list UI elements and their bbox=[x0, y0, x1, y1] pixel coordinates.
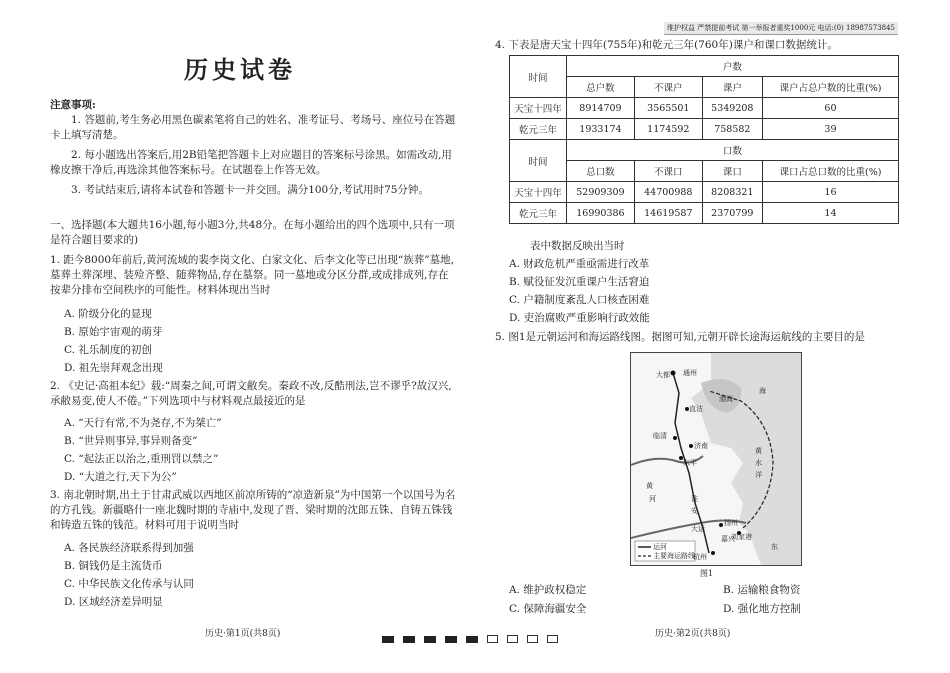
note-item: 3. 考试结束后,请将本试卷和答题卡一并交回。满分100分,考试用时75分钟。 bbox=[71, 184, 429, 196]
map-svg bbox=[631, 353, 801, 565]
city-hangzhou bbox=[711, 551, 715, 555]
map-label: 刘家港 bbox=[731, 533, 752, 541]
notes-heading: 注意事项: bbox=[50, 99, 96, 111]
legend-sea-label: 主要海运路线 bbox=[653, 552, 695, 560]
map-label: 黄 bbox=[646, 482, 653, 490]
q3-option-b[interactable]: B. 铜钱仍是主流货币 bbox=[64, 560, 163, 572]
map-label: 杭州 bbox=[693, 553, 707, 561]
persons-group-header: 口数 bbox=[567, 140, 899, 161]
map-label: 大都 bbox=[656, 371, 670, 379]
section-heading: 一、选择题(本大题共16小题,每小题3分,共48分。在每小题给出的四个选项中,只有一项是符合题目要求的) bbox=[50, 219, 455, 246]
note-item: 2. 每小题选出答案后,用2B铅笔把答题卡上对应题目的答案标号涂黑。如需改动,用橡皮擦干净后,再选涂其他答案标号。在试题卷上作答无效。 bbox=[50, 149, 452, 176]
city-yangzhou bbox=[719, 523, 723, 527]
col-header: 课口占总口数的比重(%) bbox=[762, 161, 898, 182]
q2-option-c[interactable]: C. “起法正以治之,重刑罚以禁之” bbox=[64, 453, 219, 465]
map-label: 临清 bbox=[653, 432, 667, 440]
q5-option-c[interactable]: C. 保障海疆安全 bbox=[509, 603, 587, 615]
figure-caption: 图1 bbox=[700, 569, 714, 578]
city-jinan bbox=[689, 444, 693, 448]
table-row: 天宝十四年 8914709 3565501 5349208 60 bbox=[510, 98, 899, 119]
table-row: 乾元三年 1933174 1174592 758582 39 bbox=[510, 119, 899, 140]
q4-option-a[interactable]: A. 财政危机严重亟需进行改革 bbox=[509, 258, 650, 270]
q5-stem: 5. 图1是元朝运河和海运路线图。据图可知,元朝开辟长途海运航线的主要目的是 bbox=[495, 331, 865, 343]
map-label: 安 bbox=[691, 507, 698, 515]
map-label: 渤海 bbox=[719, 395, 733, 403]
q4-option-b[interactable]: B. 赋役征发沉重课户生活窘迫 bbox=[509, 276, 650, 288]
map-label: 黄 bbox=[755, 447, 762, 455]
q5-option-b[interactable]: B. 运输粮食物资 bbox=[723, 584, 801, 596]
col-header: 课口 bbox=[702, 161, 762, 182]
map-label: 海 bbox=[759, 387, 766, 395]
map-label: 洋 bbox=[755, 471, 762, 479]
map-label: 东 bbox=[771, 543, 778, 551]
city-linqing bbox=[673, 436, 677, 440]
col-header: 不课口 bbox=[634, 161, 702, 182]
q3-option-d[interactable]: D. 区域经济差异明显 bbox=[64, 596, 163, 608]
q4-data-table bbox=[509, 55, 899, 224]
households-group-header: 户数 bbox=[567, 56, 899, 77]
col-header: 不课户 bbox=[634, 77, 702, 98]
q1-option-a[interactable]: A. 阶级分化的显现 bbox=[64, 308, 152, 320]
legend-canal-label: 运河 bbox=[653, 543, 667, 551]
footer-page-2: 历史·第2页(共8页) bbox=[655, 629, 731, 639]
q5-option-a[interactable]: A. 维护政权稳定 bbox=[509, 584, 587, 596]
q1-option-b[interactable]: B. 原始宇宙观的萌芽 bbox=[64, 326, 163, 338]
map-label: 直沽 bbox=[689, 405, 703, 413]
anti-leak-banner: 维护权益 严禁提前考试 第一举报者重奖1000元 电话:(0) 18987573845 bbox=[664, 22, 898, 35]
q4-option-c[interactable]: C. 户籍制度紊乱人口核查困难 bbox=[509, 294, 650, 306]
map-label: 水 bbox=[755, 459, 762, 467]
col-header: 总户数 bbox=[567, 77, 635, 98]
q4-prompt: 表中数据反映出当时 bbox=[530, 240, 625, 252]
map-label: 大运 bbox=[691, 525, 705, 533]
map-label: 通州 bbox=[683, 369, 697, 377]
map-label: 河 bbox=[649, 495, 656, 503]
q3-option-a[interactable]: A. 各民族经济联系得到加强 bbox=[64, 542, 194, 554]
page-2 bbox=[475, 0, 950, 673]
footer-page-1: 历史·第1页(共8页) bbox=[205, 629, 281, 639]
q1-stem: 1. 距今8000年前后,黄河流域的裴李岗文化、白家文化、后李文化等已出现“族葬”墓地,墓葬土葬深埋、装殓齐整、随葬物品,存在墓祭。同一墓地或分区分群,或成排成列,存在按辈分排布空间秩序的可能性。材料体现出当时 bbox=[50, 254, 454, 296]
page-title: 历史试卷 bbox=[184, 55, 296, 84]
map-label: 扬州 bbox=[724, 519, 738, 527]
table-row: 天宝十四年 52909309 44700988 8208321 16 bbox=[510, 182, 899, 203]
col-header: 课户 bbox=[702, 77, 762, 98]
q4-option-d[interactable]: D. 吏治腐败严重影响行政效能 bbox=[509, 312, 650, 324]
table-row: 乾元三年 16990386 14619587 2370799 14 bbox=[510, 203, 899, 224]
q3-option-c[interactable]: C. 中华民族文化传承与认同 bbox=[64, 578, 194, 590]
map-label: 淮 bbox=[691, 495, 698, 503]
map-label: 东平 bbox=[683, 459, 697, 467]
q2-option-b[interactable]: B. “世异则事异,事异则备变” bbox=[64, 435, 198, 447]
q2-stem: 2. 《史记·高祖本纪》载:“周秦之间,可谓文敝矣。秦政不改,反酷刑法,岂不谬乎?故汉兴,承敝易变,使人不倦。”下列选项中与材料观点最接近的是 bbox=[50, 380, 452, 407]
map-label: 济南 bbox=[694, 442, 708, 450]
q2-option-d[interactable]: D. “大道之行,天下为公” bbox=[64, 471, 177, 483]
table-time-header: 时间 bbox=[510, 140, 567, 182]
q3-stem: 3. 南北朝时期,出土于甘肃武威以西地区前凉所铸的“凉造新泉”为中国第一个以国号为名的方孔钱。新疆略什一座北魏时期的寺庙中,发现了晋、梁时期的沈郎五铢、自铸五铢钱和铸造五铢的钱范。材料可用于说明当时 bbox=[50, 489, 456, 531]
col-header: 总口数 bbox=[567, 161, 635, 182]
table-time-header: 时间 bbox=[510, 56, 567, 98]
q1-option-c[interactable]: C. 礼乐制度的初创 bbox=[64, 344, 152, 356]
q1-option-d[interactable]: D. 祖先崇拜观念出现 bbox=[64, 362, 163, 374]
q2-option-a[interactable]: A. “天行有常,不为尧存,不为桀亡” bbox=[64, 417, 222, 429]
q4-stem: 4. 下表是唐天宝十四年(755年)和乾元三年(760年)课户和课口数据统计。 bbox=[495, 39, 838, 51]
col-header: 课户占总户数的比重(%) bbox=[762, 77, 898, 98]
map-label: 嘉兴 bbox=[721, 535, 735, 543]
yuan-canal-sea-route-map bbox=[630, 352, 802, 566]
note-item: 1. 答题前,考生务必用黑色碳素笔将自己的姓名、准考证号、考场号、座位号在答题卡上填写清楚。 bbox=[50, 114, 456, 141]
city-dadu bbox=[671, 371, 676, 376]
q5-option-d[interactable]: D. 强化地方控制 bbox=[723, 603, 801, 615]
